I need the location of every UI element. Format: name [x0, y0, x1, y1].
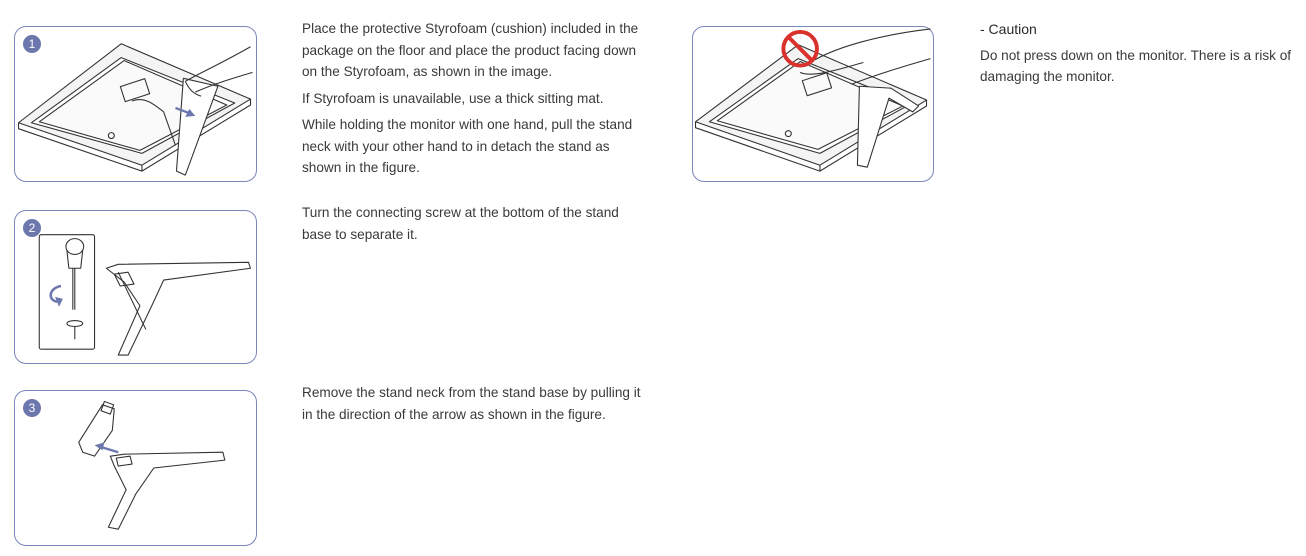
caution-text: Do not press down on the monitor. There is a risk of damaging the monitor.	[980, 47, 1292, 84]
figure-step-3	[14, 390, 257, 546]
caution-section	[980, 19, 1302, 93]
illustration-do-not-press-monitor	[693, 27, 933, 181]
figure-caution	[692, 26, 934, 182]
step-number-badge: 2	[23, 219, 41, 237]
step-3-instructions	[302, 382, 647, 430]
step-1-paragraph: Place the protective Styrofoam (cushion) included in the package on the floor and place the product facing down on the Styrofoam, as shown in the image.	[302, 21, 639, 79]
step-2-instructions	[302, 202, 647, 250]
figure-step-2	[14, 210, 257, 364]
figure-step-1	[14, 26, 257, 182]
step-3-paragraph: Remove the stand neck from the stand base by pulling it in the direction of the arrow as shown in the figure.	[302, 385, 641, 422]
step-1-instructions	[302, 18, 647, 184]
illustration-screwdriver-stand-base	[15, 211, 256, 363]
illustration-monitor-face-down-pull-stand	[15, 27, 256, 181]
step-1-paragraph: While holding the monitor with one hand, pull the stand neck with your other hand to in detach the stand as shown in the figure.	[302, 117, 633, 175]
step-number-badge: 1	[23, 35, 41, 53]
step-2-paragraph: Turn the connecting screw at the bottom of the stand base to separate it.	[302, 205, 619, 242]
step-1-paragraph: If Styrofoam is unavailable, use a thick sitting mat.	[302, 90, 604, 106]
illustration-remove-stand-neck	[15, 391, 256, 545]
caution-heading: - Caution	[980, 21, 1037, 37]
step-number-badge: 3	[23, 399, 41, 417]
